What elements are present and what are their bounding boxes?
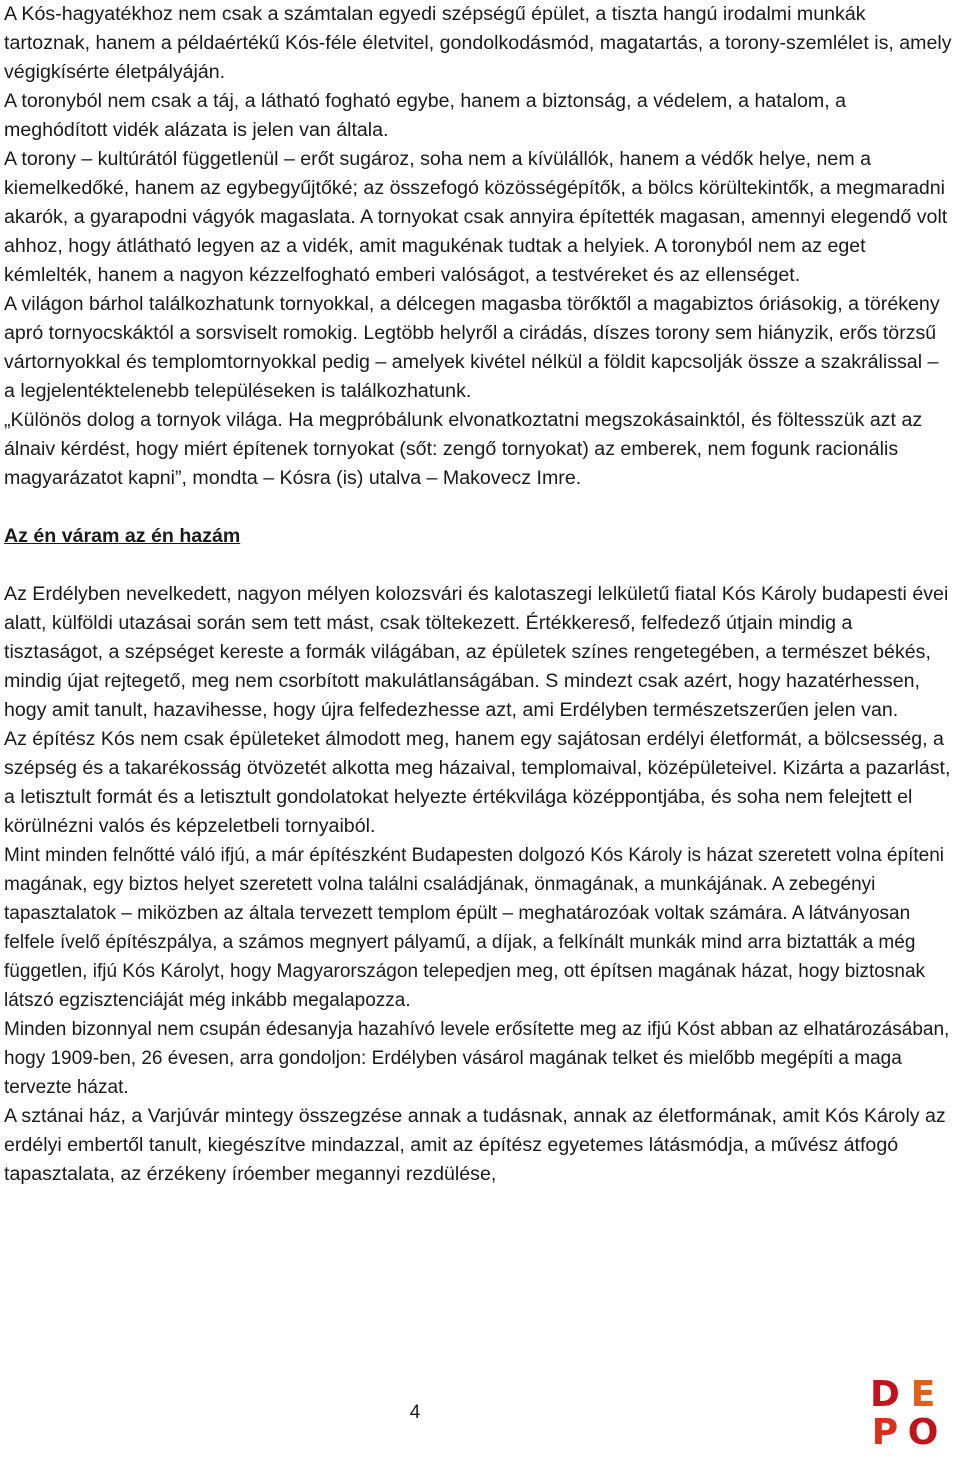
document-body	[4, 0, 952, 1189]
paragraph: Mint minden felnőtté váló ifjú, a már építészként Budapesten dolgozó Kós Károly is házat szeretett volna építeni magának, egy biztos helyet szeretett volna találni családjának, önmagának, a munkájának. A zebegényi tapasztalatok – miközben az általa tervezett templom épült – meghatározóak voltak számára. A látványosan felfele ívelő építészpálya, a számos megnyert pályamű, a díjak, a felkínált munkák mind arra biztatták a még független, ifjú Kós Károlyt, hogy Magyarországon telepedjen meg, ott építsen magának házat, hogy biztosnak látszó egzisztenciáját még inkább megalapozza.	[4, 845, 944, 1011]
logo-letter: D	[870, 1374, 900, 1415]
paragraph: „Különös dolog a tornyok világa. Ha megpróbálunk elvonatkoztatni megszokásainktól, és föltesszük azt az álnaiv kérdést, hogy miért építenek tornyokat (sőt: zengő tornyokat) az emberek, nem fogunk racionális magyarázatot kapni”, mondta – Kósra (is) utalva – Makovecz Imre.	[4, 409, 923, 489]
paragraph: A toronyból nem csak a táj, a látható fogható egybe, hanem a biztonság, a védelem, a hatalom, a meghódított vidék alázata is jelen van általa.	[4, 90, 846, 141]
paragraph: A világon bárhol találkozhatunk tornyokkal, a délcegen magasba törőktől a magabiztos óriásokig, a törékeny apró tornyocskáktól a sorsviselt romokig. Legtöbb helyről a cirádás, díszes torony sem hiányzik, erős törzsű vártornyokkal és templomtornyokkal pedig – amelyek kivétel nélkül a földit kapcsolják össze a szakrálissal – a legjelentéktelenebb településeken is találkozhatunk.	[4, 293, 940, 402]
paragraph: A Kós-hagyatékhoz nem csak a számtalan egyedi szépségű épület, a tiszta hangú irodalmi munkák tartoznak, hanem a példaértékű Kós-féle életvitel, gondolkodásmód, magatartás, a torony-szemlélet is, amely végigkísérte életpályáján.	[4, 3, 952, 83]
logo-letter: E	[910, 1374, 936, 1415]
page-number: 4	[409, 1402, 421, 1423]
depo-logo	[866, 1376, 942, 1452]
logo-letter: O	[907, 1412, 939, 1453]
logo-letter: P	[871, 1412, 899, 1453]
paragraph: Az Erdélyben nevelkedett, nagyon mélyen kolozsvári és kalotaszegi lelkületű fiatal Kós Károly budapesti évei alatt, külföldi utazásai során sem tett mást, csak töltekezett. Értékkereső, felfedező útjain mindig a tisztaságot, a szépséget kereste a formák világában, az épületek színes rengetegében, a természet békés, mindig újat rejtegető, meg nem csorbított makulátlanságában. S mindezt csak azért, hogy hazatérhessen, hogy amit tanult, hazavihesse, hogy újra felfedezhesse azt, ami Erdélyben természetszerűen jelen van.	[4, 583, 949, 721]
paragraph: Minden bizonnyal nem csupán édesanyja hazahívó levele erősítette meg az ifjú Kóst abban az elhatározásában, hogy 1909-ben, 26 évesen, arra gondoljon: Erdélyben vásárol magának telket és mielőbb megépíti a maga tervezte házat.	[4, 1019, 950, 1098]
spacer	[4, 551, 952, 580]
section-heading: Az én váram az én hazám	[4, 525, 241, 547]
paragraph: A torony – kultúrától függetlenül – erőt sugároz, soha nem a kívülállók, hanem a védők helye, nem a kiemelkedőké, hanem az egybegyűjtőké; az összefogó közösségépítők, a bölcs körültekintők, a megmaradni akarók, a gyarapodni vágyók magaslata. A tornyokat csak annyira építették magasan, amennyi elegendő volt ahhoz, hogy átlátható legyen az a vidék, amit magukénak tudtak a helyiek. A toronyból nem az eget kémlelték, hanem a nagyon kézzelfogható emberi valóságot, a testvéreket és az ellenséget.	[4, 148, 948, 286]
paragraph: Az építész Kós nem csak épületeket álmodott meg, hanem egy sajátosan erdélyi életformát, a bölcsesség, a szépség és a takarékosság ötvözetét alkotta meg házaival, templomaival, középületeivel. Kizárta a pazarlást, a letisztult formát és a letisztult gondolatokat helyezte értékvilága középpontjába, és soha nem felejtett el körülnézni valós és képzeletbeli tornyaiból.	[4, 728, 951, 837]
paragraph: A sztánai ház, a Varjúvár mintegy összegzése annak a tudásnak, annak az életformának, amit Kós Károly az erdélyi embertől tanult, kiegészítve mindazzal, amit az építész egyetemes látásmódja, a művész átfogó tapasztalata, az érzékeny íróember megannyi rezdülése,	[4, 1105, 946, 1185]
spacer	[4, 493, 952, 522]
